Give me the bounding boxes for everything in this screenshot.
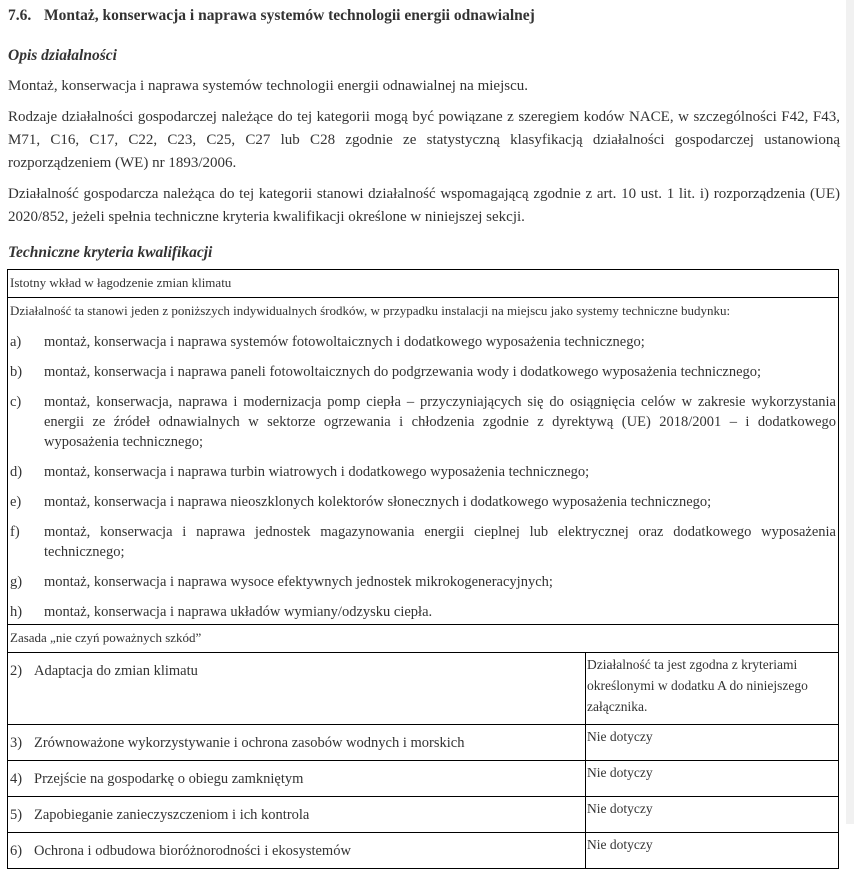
section-number: 7.6. <box>8 7 32 24</box>
mitigation-header-row <box>8 270 839 298</box>
dnsh-objective-name: Ochrona i odbudowa bioróżnorodności i ekosystemów <box>34 843 351 859</box>
list-item <box>8 462 838 482</box>
dnsh-number: 3) <box>10 735 23 751</box>
list-item-text: montaż, konserwacja i naprawa wysoce efektywnych jednostek mikrokogeneracyjnych; <box>44 574 553 590</box>
list-item-label: f) <box>10 524 20 540</box>
scrollbar-track[interactable] <box>846 0 854 824</box>
dnsh-number: 5) <box>10 807 23 823</box>
table-row <box>8 725 839 761</box>
dnsh-header: Zasada „nie czyń poważnych szkód” <box>8 625 839 653</box>
mitigation-list <box>8 332 838 624</box>
list-item <box>8 572 838 592</box>
list-item-text: montaż, konserwacja i naprawa systemów fotowoltaicznych i dodatkowego wyposażenia technicznego; <box>44 334 645 350</box>
dnsh-number: 2) <box>10 663 23 679</box>
list-item-text: montaż, konserwacja i naprawa nieoszklonych kolektorów słonecznych i dodatkowego wyposażenia technicznego; <box>44 494 712 510</box>
list-item-label: a) <box>10 334 22 350</box>
description-paragraph: Rodzaje działalności gospodarczej należące do tej kategorii mogą być powiązane z szeregiem kodów NACE, w szczególności F42, F43, M71, C16, C17, C22, C23, C25, C27 lub C28 zgodnie ze statystyczną klasyfikacją działalności gospodarczej ustanowioną rozporządzeniem (WE) nr 1893/2006. <box>8 109 840 171</box>
section-title-text: Montaż, konserwacja i naprawa systemów technologii energii odnawialnej <box>44 7 535 24</box>
list-item <box>8 492 838 512</box>
dnsh-objective-name: Przejście na gospodarkę o obiegu zamkniętym <box>34 771 304 787</box>
list-item <box>8 602 838 622</box>
table-row <box>8 797 839 833</box>
list-item-text: montaż, konserwacja i naprawa paneli fotowoltaicznych do podgrzewania wody i dodatkowego wyposażenia technicznego; <box>44 364 762 380</box>
list-item <box>8 332 838 352</box>
list-item-label: e) <box>10 494 22 510</box>
dnsh-value: Nie dotyczy <box>586 833 839 869</box>
list-item-text: montaż, konserwacja, naprawa i modernizacja pomp ciepła – przyczyniających się do osiągnięcia celów w zakresie wykorzystania energii ze źródeł odnawialnych w sektorze ogrzewania i chłodzenia zgodnie z dyrektywą (UE) 2018/2001 – i dodatkowego wyposażenia technicznego; <box>44 394 836 450</box>
list-item <box>8 392 838 452</box>
list-item <box>8 362 838 382</box>
list-item-label: d) <box>10 464 23 480</box>
list-item-text: montaż, konserwacja i naprawa jednostek magazynowania energii cieplnej lub elektrycznej oraz dodatkowego wyposażenia technicznego; <box>44 524 836 560</box>
list-item-label: c) <box>10 394 22 410</box>
list-item-label: h) <box>10 604 23 620</box>
dnsh-objective-name: Zapobieganie zanieczyszczeniom i ich kontrola <box>34 807 310 823</box>
dnsh-objective <box>8 797 586 833</box>
description-paragraph: Montaż, konserwacja i naprawa systemów technologii energii odnawialnej na miejscu. <box>8 78 528 94</box>
description-heading: Opis działalności <box>8 47 117 64</box>
table-row <box>8 833 839 869</box>
dnsh-value: Nie dotyczy <box>586 797 839 833</box>
mitigation-intro: Działalność ta stanowi jeden z poniższych indywidualnych środków, w przypadku instalacji na miejscu jako systemy techniczne budynku: <box>10 303 731 318</box>
dnsh-objective <box>8 833 586 869</box>
list-item-text: montaż, konserwacja i naprawa turbin wiatrowych i dodatkowego wyposażenia technicznego; <box>44 464 590 480</box>
mitigation-body-row <box>8 298 839 625</box>
table-row <box>8 761 839 797</box>
mitigation-header: Istotny wkład w łagodzenie zmian klimatu <box>8 270 839 298</box>
dnsh-objective <box>8 761 586 797</box>
list-item-text: montaż, konserwacja i naprawa układów wymiany/odzysku ciepła. <box>44 604 433 620</box>
criteria-table <box>7 269 839 869</box>
dnsh-objective <box>8 725 586 761</box>
list-item <box>8 522 838 562</box>
list-item-label: b) <box>10 364 23 380</box>
dnsh-objective-name: Adaptacja do zmian klimatu <box>34 663 198 679</box>
document-page <box>8 0 840 869</box>
dnsh-objective <box>8 653 586 725</box>
table-row <box>8 653 839 725</box>
dnsh-objective-name: Zrównoważone wykorzystywanie i ochrona zasobów wodnych i morskich <box>34 735 465 751</box>
section-title <box>8 6 840 26</box>
dnsh-number: 6) <box>10 843 23 859</box>
dnsh-value: Nie dotyczy <box>586 725 839 761</box>
mitigation-cell <box>8 298 839 625</box>
dnsh-value: Działalność ta jest zgodna z kryteriami określonymi w dodatku A do niniejszego załącznika. <box>586 653 839 725</box>
description-paragraph: Działalność gospodarcza należąca do tej kategorii stanowi działalność wspomagającą zgodnie z art. 10 ust. 1 lit. i) rozporządzenia (UE) 2020/852, jeżeli spełnia techniczne kryteria kwalifikacji określone w niniejszej sekcji. <box>8 186 840 225</box>
dnsh-header-row <box>8 625 839 653</box>
criteria-heading: Techniczne kryteria kwalifikacji <box>8 244 213 261</box>
dnsh-value: Nie dotyczy <box>586 761 839 797</box>
list-item-label: g) <box>10 574 23 590</box>
dnsh-number: 4) <box>10 771 23 787</box>
